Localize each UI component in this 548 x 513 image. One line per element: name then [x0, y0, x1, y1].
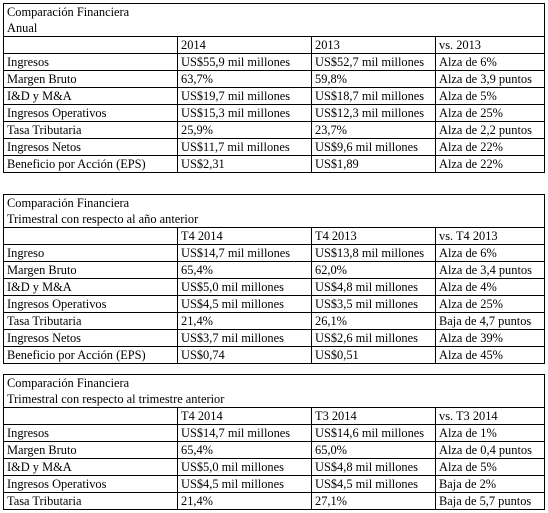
- table-row: [4, 139, 545, 156]
- column-header: 2013: [312, 37, 436, 54]
- column-header: vs. 2013: [436, 37, 545, 54]
- table-cell: US$19,7 mil millones: [178, 88, 312, 105]
- table-cell: Alza de 25%: [436, 105, 545, 122]
- table-cell: US$55,9 mil millones: [178, 54, 312, 71]
- table-cell: Ingresos Operativos: [4, 476, 178, 493]
- table-cell: US$4,5 mil millones: [312, 476, 436, 493]
- table-cell: Alza de 22%: [436, 139, 545, 156]
- table-cell: Alza de 0,4 puntos: [436, 442, 545, 459]
- table-title: Comparación Financiera: [4, 195, 545, 212]
- table-cell: Alza de 45%: [436, 347, 545, 364]
- column-header: T4 2014: [178, 228, 312, 245]
- table-cell: US$14,7 mil millones: [178, 425, 312, 442]
- table-cell: Baja de 2%: [436, 476, 545, 493]
- table-cell: 62,0%: [312, 262, 436, 279]
- table-cell: Alza de 4%: [436, 279, 545, 296]
- column-header: 2014: [178, 37, 312, 54]
- table-subtitle: Anual: [4, 20, 545, 37]
- table-cell: US$0,51: [312, 347, 436, 364]
- header-row: [4, 228, 545, 245]
- table-subtitle: Trimestral con respecto al trimestre anterior: [4, 391, 545, 408]
- table-row: [4, 476, 545, 493]
- column-header: T4 2013: [312, 228, 436, 245]
- table-cell: I&D y M&A: [4, 279, 178, 296]
- table-cell: Ingresos: [4, 54, 178, 71]
- table-cell: Margen Bruto: [4, 442, 178, 459]
- table-cell: US$11,7 mil millones: [178, 139, 312, 156]
- table-row: [4, 71, 545, 88]
- table-cell: Tasa Tributaria: [4, 493, 178, 510]
- table-cell: Alza de 3,4 puntos: [436, 262, 545, 279]
- table-cell: Beneficio por Acción (EPS): [4, 347, 178, 364]
- table-cell: US$12,3 mil millones: [312, 105, 436, 122]
- quarter-qoq-comparison-table: [3, 374, 545, 510]
- header-row: [4, 408, 545, 425]
- column-header: [4, 228, 178, 245]
- table-cell: US$3,5 mil millones: [312, 296, 436, 313]
- table-row: [4, 156, 545, 173]
- table-cell: Alza de 2,2 puntos: [436, 122, 545, 139]
- table-cell: US$15,3 mil millones: [178, 105, 312, 122]
- table-row: [4, 347, 545, 364]
- table-cell: Alza de 6%: [436, 54, 545, 71]
- table-row: [4, 122, 545, 139]
- table-row: [4, 245, 545, 262]
- table-cell: Ingreso: [4, 245, 178, 262]
- table-row: [4, 442, 545, 459]
- table-cell: Alza de 1%: [436, 425, 545, 442]
- table-cell: Tasa Tributaria: [4, 313, 178, 330]
- table-cell: Baja de 5,7 puntos: [436, 493, 545, 510]
- table-cell: 63,7%: [178, 71, 312, 88]
- table-cell: US$9,6 mil millones: [312, 139, 436, 156]
- table-row: [4, 425, 545, 442]
- table-cell: 65,0%: [312, 442, 436, 459]
- table-title: Comparación Financiera: [4, 375, 545, 392]
- table-cell: Alza de 5%: [436, 459, 545, 476]
- table-row: [4, 262, 545, 279]
- table-cell: Alza de 3,9 puntos: [436, 71, 545, 88]
- table-cell: Alza de 22%: [436, 156, 545, 173]
- table-row: [4, 313, 545, 330]
- table-cell: US$52,7 mil millones: [312, 54, 436, 71]
- table-row: [4, 459, 545, 476]
- table-row: [4, 54, 545, 71]
- table-cell: US$18,7 mil millones: [312, 88, 436, 105]
- table-title: Comparación Financiera: [4, 4, 545, 21]
- table-cell: Alza de 39%: [436, 330, 545, 347]
- table-row: [4, 330, 545, 347]
- table-cell: Alza de 5%: [436, 88, 545, 105]
- table-cell: Beneficio por Acción (EPS): [4, 156, 178, 173]
- table-row: [4, 105, 545, 122]
- table-cell: US$5,0 mil millones: [178, 459, 312, 476]
- table-cell: 23,7%: [312, 122, 436, 139]
- table-cell: 27,1%: [312, 493, 436, 510]
- table-cell: 25,9%: [178, 122, 312, 139]
- table-cell: US$13,8 mil millones: [312, 245, 436, 262]
- table-cell: US$2,31: [178, 156, 312, 173]
- table-cell: I&D y M&A: [4, 459, 178, 476]
- column-header: T3 2014: [312, 408, 436, 425]
- column-header: [4, 37, 178, 54]
- table-row: [4, 88, 545, 105]
- table-cell: US$2,6 mil millones: [312, 330, 436, 347]
- table-cell: Ingresos: [4, 425, 178, 442]
- table-cell: Tasa Tributaria: [4, 122, 178, 139]
- table-cell: US$4,5 mil millones: [178, 476, 312, 493]
- table-cell: 59,8%: [312, 71, 436, 88]
- table-cell: 65,4%: [178, 262, 312, 279]
- column-header: vs. T4 2013: [436, 228, 545, 245]
- table-cell: US$5,0 mil millones: [178, 279, 312, 296]
- table-cell: I&D y M&A: [4, 88, 178, 105]
- table-cell: Ingresos Operativos: [4, 296, 178, 313]
- table-cell: Ingresos Netos: [4, 139, 178, 156]
- table-row: [4, 296, 545, 313]
- table-row: [4, 493, 545, 510]
- table-cell: US$3,7 mil millones: [178, 330, 312, 347]
- table-cell: Ingresos Netos: [4, 330, 178, 347]
- table-cell: Alza de 6%: [436, 245, 545, 262]
- table-cell: US$4,5 mil millones: [178, 296, 312, 313]
- table-cell: Baja de 4,7 puntos: [436, 313, 545, 330]
- table-cell: 65,4%: [178, 442, 312, 459]
- column-header: T4 2014: [178, 408, 312, 425]
- table-cell: Margen Bruto: [4, 71, 178, 88]
- table-cell: Ingresos Operativos: [4, 105, 178, 122]
- column-header: [4, 408, 178, 425]
- table-cell: US$1,89: [312, 156, 436, 173]
- table-cell: 21,4%: [178, 493, 312, 510]
- annual-comparison-table: [3, 3, 545, 173]
- table-cell: 21,4%: [178, 313, 312, 330]
- table-cell: 26,1%: [312, 313, 436, 330]
- table-cell: US$4,8 mil millones: [312, 459, 436, 476]
- table-row: [4, 279, 545, 296]
- table-subtitle: Trimestral con respecto al año anterior: [4, 211, 545, 228]
- quarter-yoy-comparison-table: [3, 194, 545, 364]
- table-cell: US$0,74: [178, 347, 312, 364]
- table-cell: Margen Bruto: [4, 262, 178, 279]
- table-cell: US$14,7 mil millones: [178, 245, 312, 262]
- table-cell: US$14,6 mil millones: [312, 425, 436, 442]
- table-cell: Alza de 25%: [436, 296, 545, 313]
- header-row: [4, 37, 545, 54]
- column-header: vs. T3 2014: [436, 408, 545, 425]
- table-cell: US$4,8 mil millones: [312, 279, 436, 296]
